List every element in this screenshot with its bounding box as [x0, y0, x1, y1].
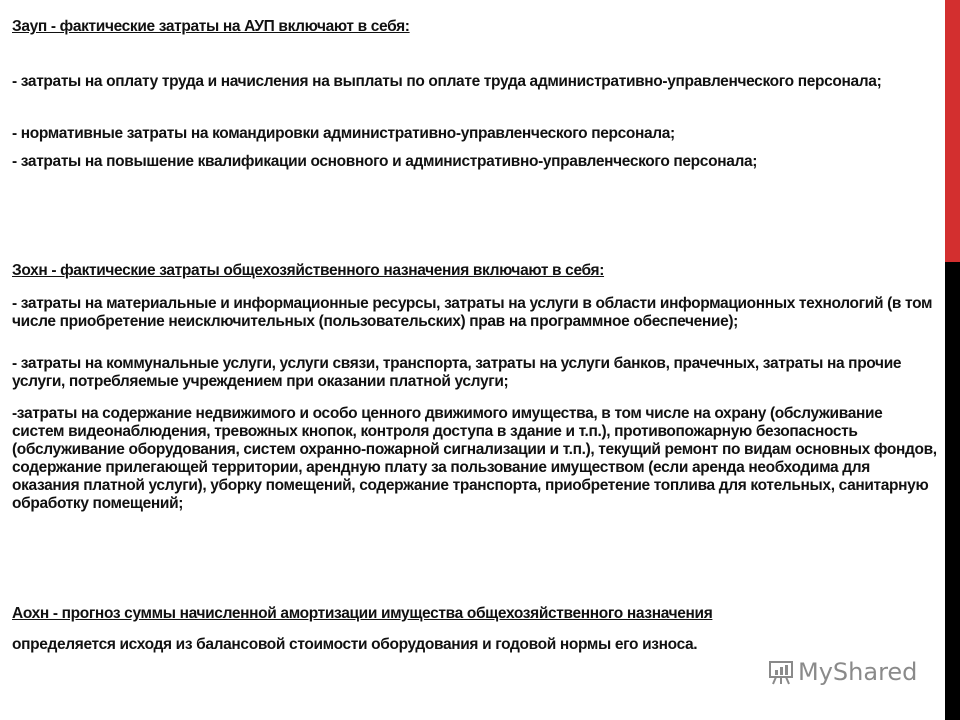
section1-heading: Зауп - фактические затраты на АУП включают в себя:: [12, 18, 410, 35]
section1-item: - нормативные затраты на командировки административно-управленческого персонала;: [12, 125, 675, 142]
section1-item: - затраты на повышение квалификации основного и административно-управленческого персонала;: [12, 153, 758, 170]
watermark-text: MyShared: [798, 658, 918, 686]
section2-heading: Зохн - фактические затраты общехозяйственного назначения включают в себя:: [12, 262, 605, 279]
accent-bar-black: [945, 262, 960, 720]
section3-heading: Аохн - прогноз суммы начисленной амортизации имущества общехозяйственного назначения: [12, 605, 713, 622]
section2-item: - затраты на коммунальные услуги, услуги связи, транспорта, затраты на услуги банков, прачечных, затраты на прочие услуги, потребляемые учреждением при оказании платной услуги;: [12, 355, 902, 390]
accent-bar-red: [945, 0, 960, 262]
presentation-chart-icon: [768, 659, 794, 685]
section1-item: - затраты на оплату труда и начисления на выплаты по оплате труда административно-управленческого персонала;: [12, 73, 882, 90]
section2-item: - затраты на материальные и информационные ресурсы, затраты на услуги в области информационных технологий (в том числе приобретение неисключительных (пользовательских) прав на программное обеспечение);: [12, 295, 933, 330]
myshared-watermark: [768, 658, 917, 686]
section2-item: -затраты на содержание недвижимого и особо ценного движимого имущества, в том числе на охрану (обслуживание систем видеонаблюдения, тревожных кнопок, контроля доступа в здание и т.п.), противопожарную безопасность (обслуживание оборудования, систем охранно-пожарной сигнализации и т.п.), текущий ремонт по видам основных фондов, содержание прилегающей территории, арендную плату за пользование имуществом (если аренда необходима для оказания платной услуги), уборку помещений, содержание транспорта, приобретение топлива для котельных, санитарную обработку помещений;: [12, 405, 937, 512]
section3-text: определяется исходя из балансовой стоимости оборудования и годовой нормы его износа.: [12, 636, 698, 653]
